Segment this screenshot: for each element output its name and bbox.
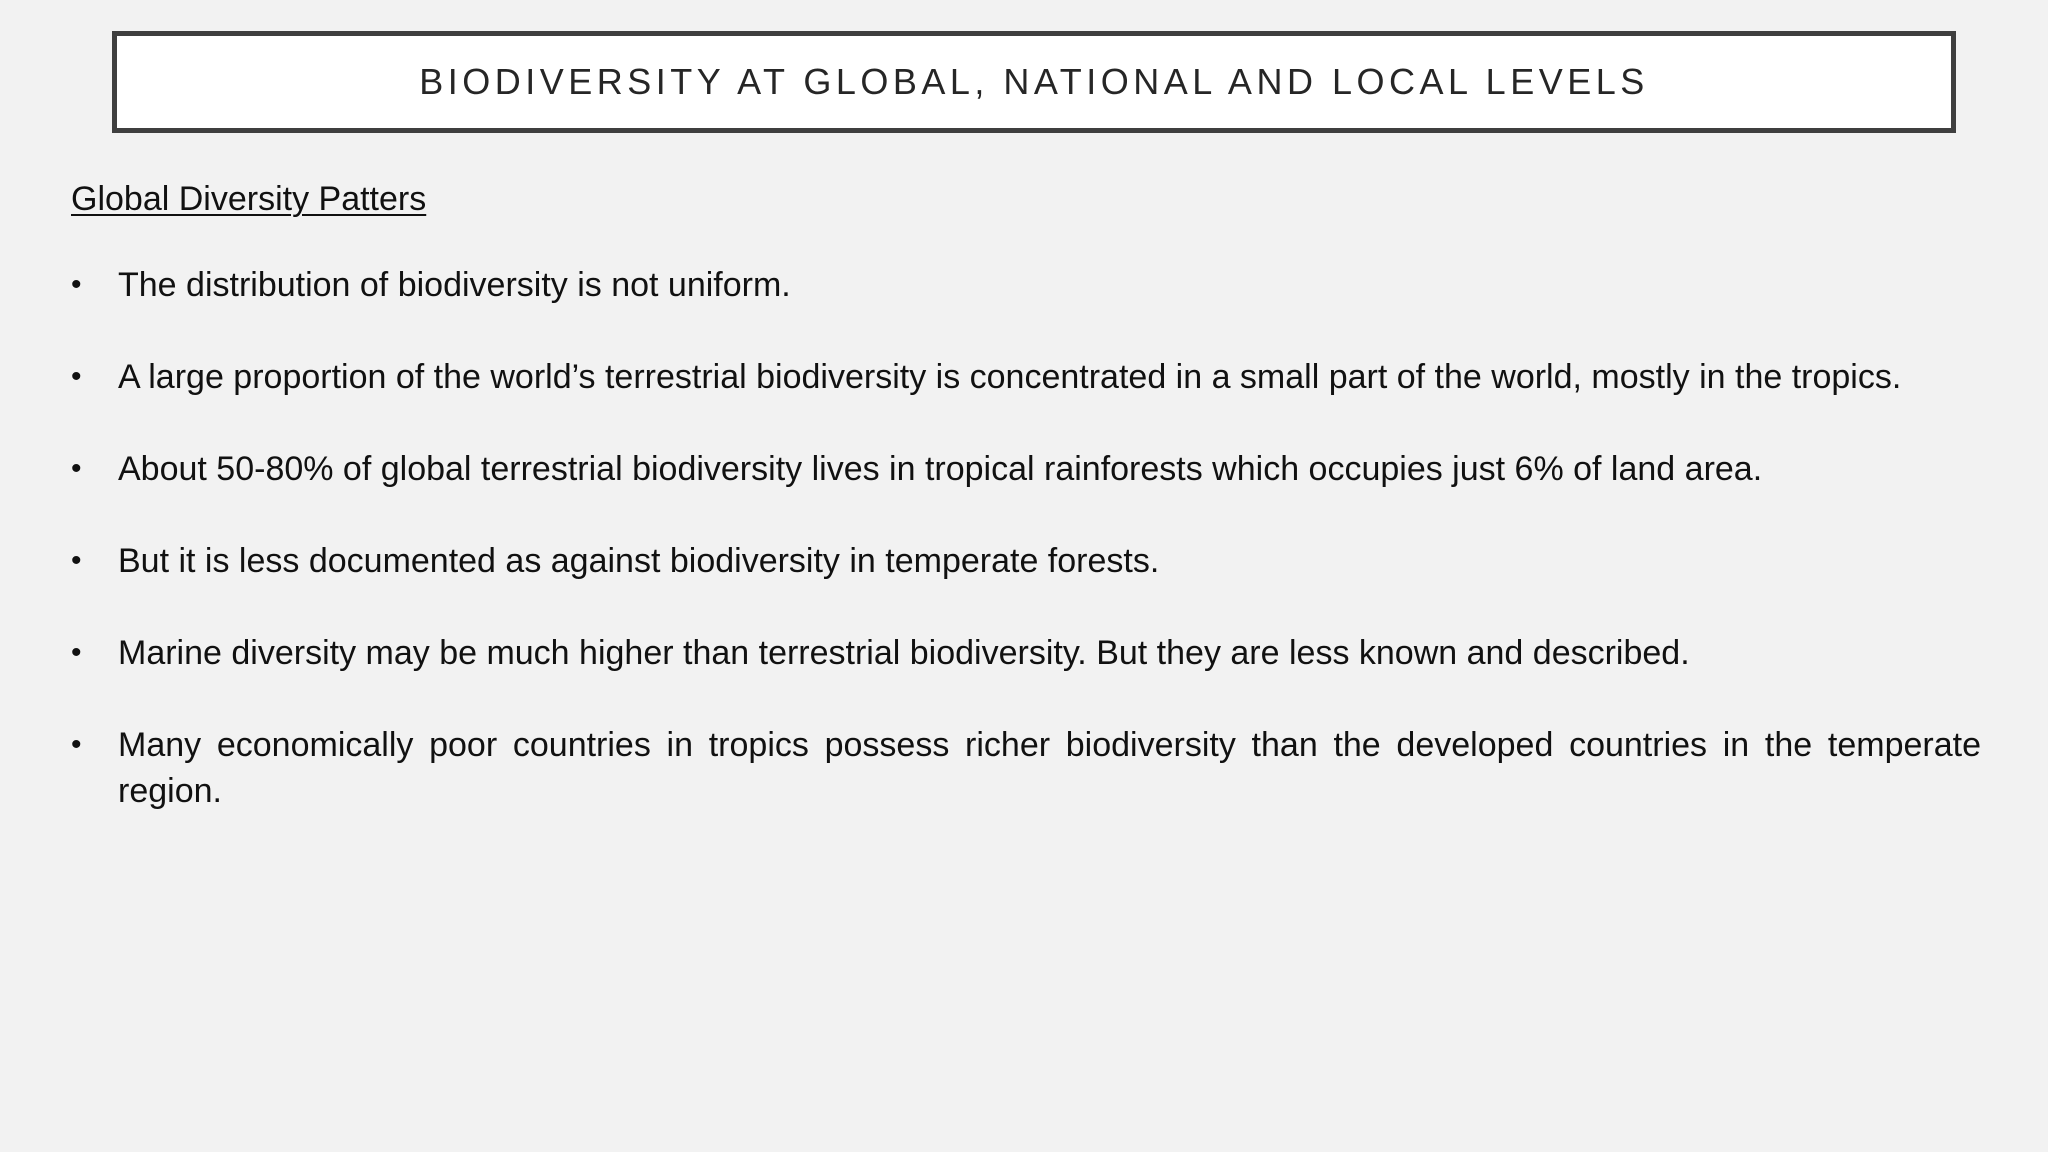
section-subheading: Global Diversity Patters — [71, 180, 427, 218]
bullet-text: But it is less documented as against biodiversity in temperate forests. — [118, 542, 1160, 580]
bullet-list — [71, 262, 1981, 814]
bullet-text: Many economically poor countries in tropics possess richer biodiversity than the developed countries in the temperate region. — [118, 726, 1981, 810]
bullet-point-icon: • — [71, 728, 82, 761]
bullet-item — [71, 538, 1981, 584]
bullet-item — [71, 446, 1981, 492]
bullet-text: About 50-80% of global terrestrial biodiversity lives in tropical rainforests which occupies just 6% of land area. — [118, 450, 1763, 488]
slide-title: BIODIVERSITY AT GLOBAL, NATIONAL AND LOCAL LEVELS — [419, 61, 1649, 102]
bullet-item — [71, 722, 1981, 814]
bullet-text: A large proportion of the world’s terrestrial biodiversity is concentrated in a small part of the world, mostly in the tropics. — [118, 358, 1902, 396]
bullet-point-icon: • — [71, 268, 82, 301]
bullet-text: The distribution of biodiversity is not uniform. — [118, 266, 791, 304]
title-box — [112, 31, 1956, 133]
bullet-item — [71, 262, 1981, 308]
bullet-item — [71, 354, 1981, 400]
slide-content — [71, 176, 1981, 860]
bullet-point-icon: • — [71, 636, 82, 669]
bullet-point-icon: • — [71, 360, 82, 393]
bullet-point-icon: • — [71, 452, 82, 485]
bullet-item — [71, 630, 1981, 676]
bullet-point-icon: • — [71, 544, 82, 577]
bullet-text: Marine diversity may be much higher than terrestrial biodiversity. But they are less known and described. — [118, 634, 1690, 672]
